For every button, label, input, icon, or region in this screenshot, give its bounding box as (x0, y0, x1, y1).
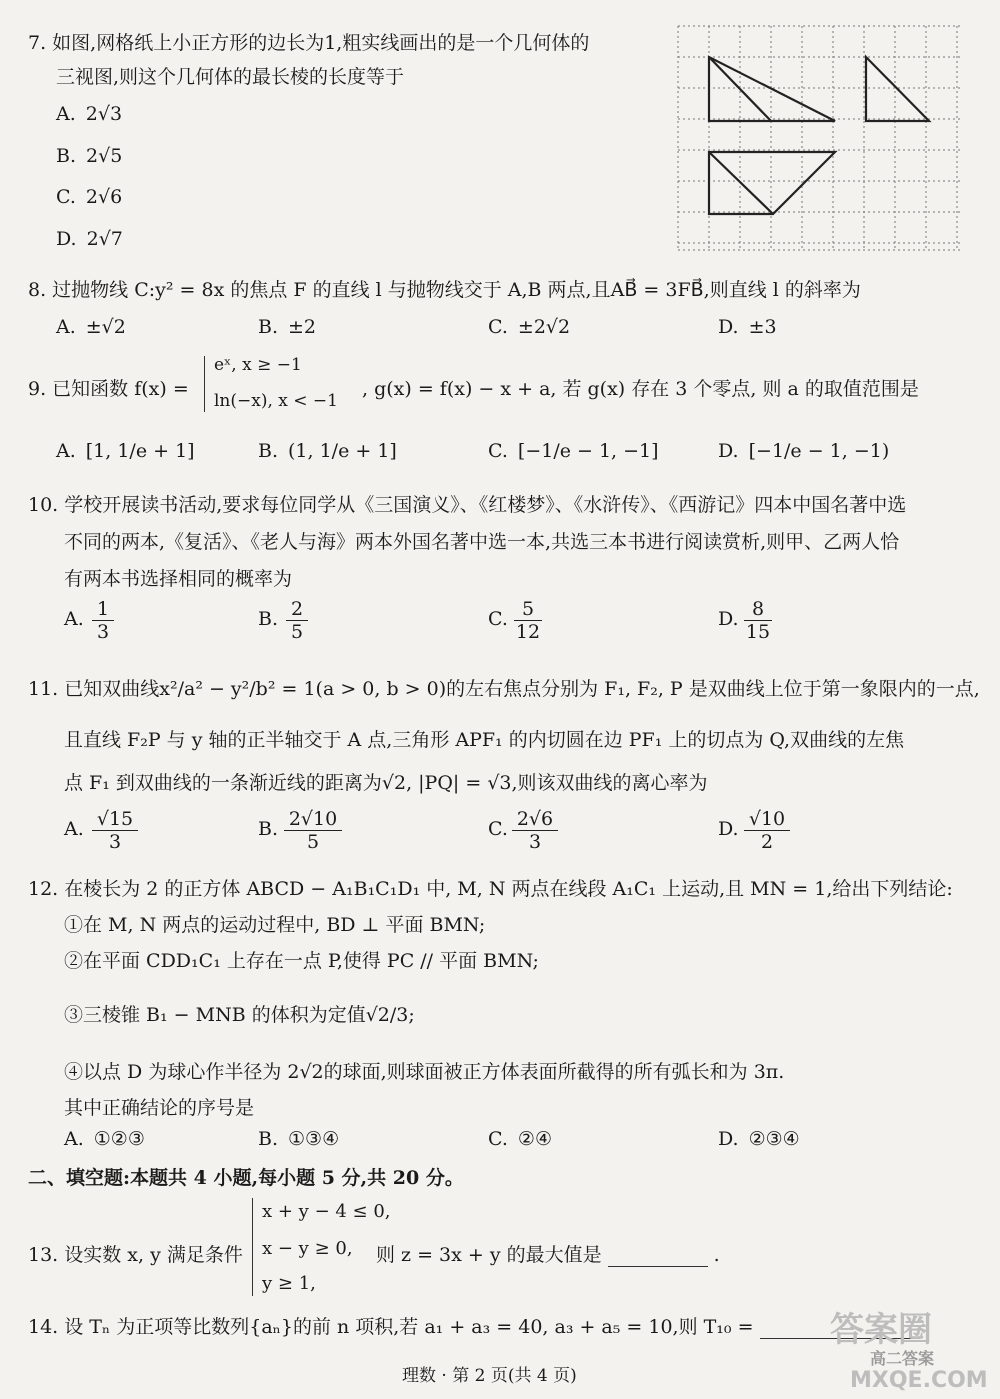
q13-answer-blank (608, 1246, 708, 1267)
q9-option-a: A. [1, 1/e + 1] (56, 440, 195, 462)
q9-option-c: C. [−1/e − 1, −1] (488, 440, 659, 462)
q9-option-b: B. (1, 1/e + 1] (258, 440, 397, 462)
q12-question: 其中正确结论的序号是 (64, 1097, 255, 1119)
q10-option-a-fraction: 1 3 (92, 598, 114, 643)
q11-option-d: D. (718, 818, 739, 840)
q10-line2: 不同的两本,《复活》、《老人与海》两本外国名著中选一本,共选三本书进行阅读赏析,则甲、乙两人恰 (64, 531, 900, 553)
q9-case-2: ln(−x), x < −1 (214, 391, 338, 411)
q8-option-a: A. ±√2 (56, 316, 126, 338)
q11-line1: 11. 已知双曲线x²/a² − y²/b² = 1(a > 0, b > 0)的左右焦点分别为 F₁, F₂, P 是双曲线上位于第一象限内的一点, (28, 678, 980, 700)
three-view-figure (676, 24, 966, 254)
section-heading: 二、填空题:本题共 4 小题,每小题 5 分,共 20 分。 (28, 1167, 464, 1189)
q10-option-d: D. (718, 608, 739, 630)
q8-option-b: B. ±2 (258, 316, 317, 338)
q8-option-d: D. ±3 (718, 316, 777, 338)
q7-option-c: C. 2√6 (56, 186, 123, 208)
q10-option-b-fraction: 2 5 (286, 598, 308, 643)
q11-option-b-fraction: 2√10 5 (284, 808, 342, 853)
q10-line3: 有两本书选择相同的概率为 (64, 568, 293, 590)
q11-option-b: B. (258, 818, 279, 840)
q10-option-c-fraction: 5 12 (515, 598, 541, 643)
watermark-url: MXQE.COM (850, 1368, 988, 1393)
q10-line1: 10. 学校开展读书活动,要求每位同学从《三国演义》、《红楼梦》、《水浒传》、《西游记》四本中国名著中选 (28, 494, 907, 516)
q10-option-b: B. (258, 608, 279, 630)
q10-option-c: C. (488, 608, 508, 630)
q9-brace (204, 356, 205, 412)
q8-option-c: C. ±2√2 (488, 316, 571, 338)
q11-option-c-fraction: 2√6 3 (512, 808, 558, 853)
q13-brace (252, 1198, 253, 1296)
front-view (709, 57, 835, 121)
q8-stem: 8. 过抛物线 C:y² = 8x 的焦点 F 的直线 l 与抛物线交于 A,B 两点,且AB⃗ = 3FB⃗,则直线 l 的斜率为 (28, 279, 861, 301)
q12-option-c: C. ②④ (488, 1128, 552, 1150)
q11-line3: 点 F₁ 到双曲线的一条渐近线的距离为√2, |PQ| = √3,则该双曲线的离心率为 (64, 772, 708, 794)
grid-paper (678, 26, 962, 250)
watermark-subtitle: 高二答案 (870, 1349, 935, 1368)
q13-constraint-3: y ≥ 1, (262, 1273, 316, 1294)
q12-statement-3: ③三棱锥 B₁ − MNB 的体积为定值√2/3; (64, 1004, 415, 1026)
q10-option-d-fraction: 8 15 (745, 598, 771, 643)
q12-line1: 12. 在棱长为 2 的正方体 ABCD − A₁B₁C₁D₁ 中, M, N 两点在线段 A₁C₁ 上运动,且 MN = 1,给出下列结论: (28, 878, 953, 900)
q11-option-d-fraction: √10 2 (744, 808, 790, 853)
q12-statement-4: ④以点 D 为球心作半径为 2√2的球面,则球面被正方体表面所截得的所有弧长和为 3π. (64, 1061, 785, 1083)
q13-suffix: 则 z = 3x + y 的最大值是 . (376, 1244, 720, 1266)
q11-option-c: C. (488, 818, 508, 840)
q10-option-a: A. (64, 608, 84, 630)
q7-option-a: A. 2√3 (56, 103, 123, 125)
q9-prefix: 9. 已知函数 f(x) = (28, 378, 189, 400)
q12-statement-2: ②在平面 CDD₁C₁ 上存在一点 P,使得 PC // 平面 BMN; (64, 950, 539, 972)
q12-option-d: D. ②③④ (718, 1128, 800, 1150)
q13-constraint-1: x + y − 4 ≤ 0, (262, 1201, 391, 1222)
watermark-logo: 答案圈 (830, 1310, 932, 1350)
q7-option-b: B. 2√5 (56, 145, 123, 167)
q13-prefix: 13. 设实数 x, y 满足条件 (28, 1244, 243, 1266)
q14-text: 14. 设 Tₙ 为正项等比数列{aₙ}的前 n 项积,若 a₁ + a₃ = 40, a₃ + a₅ = 10,则 T₁₀ = (28, 1312, 926, 1339)
q11-option-a-fraction: √15 3 (92, 808, 138, 853)
q12-statement-1: ①在 M, N 两点的运动过程中, BD ⊥ 平面 BMN; (64, 914, 486, 936)
q12-option-a: A. ①②③ (64, 1128, 145, 1150)
q7-line2: 三视图,则这个几何体的最长棱的长度等于 (56, 66, 405, 88)
page-footer: 理数 · 第 2 页(共 4 页) (402, 1366, 577, 1386)
q7-option-d: D. 2√7 (56, 228, 123, 250)
q13-constraint-2: x − y ≥ 0, (262, 1238, 353, 1259)
top-view (709, 152, 835, 214)
q9-option-d: D. [−1/e − 1, −1) (718, 440, 890, 462)
q9-suffix: , g(x) = f(x) − x + a, 若 g(x) 存在 3 个零点, 则 a 的取值范围是 (362, 378, 919, 400)
q9-case-1: eˣ, x ≥ −1 (214, 355, 302, 375)
q12-option-b: B. ①③④ (258, 1128, 340, 1150)
q11-option-a: A. (64, 818, 84, 840)
q7-line1: 7. 如图,网格纸上小正方形的边长为1,粗实线画出的是一个几何体的 (28, 32, 590, 54)
side-view (866, 57, 929, 121)
q11-line2: 且直线 F₂P 与 y 轴的正半轴交于 A 点,三角形 APF₁ 的内切圆在边 PF₁ 上的切点为 Q,双曲线的左焦 (64, 729, 905, 751)
